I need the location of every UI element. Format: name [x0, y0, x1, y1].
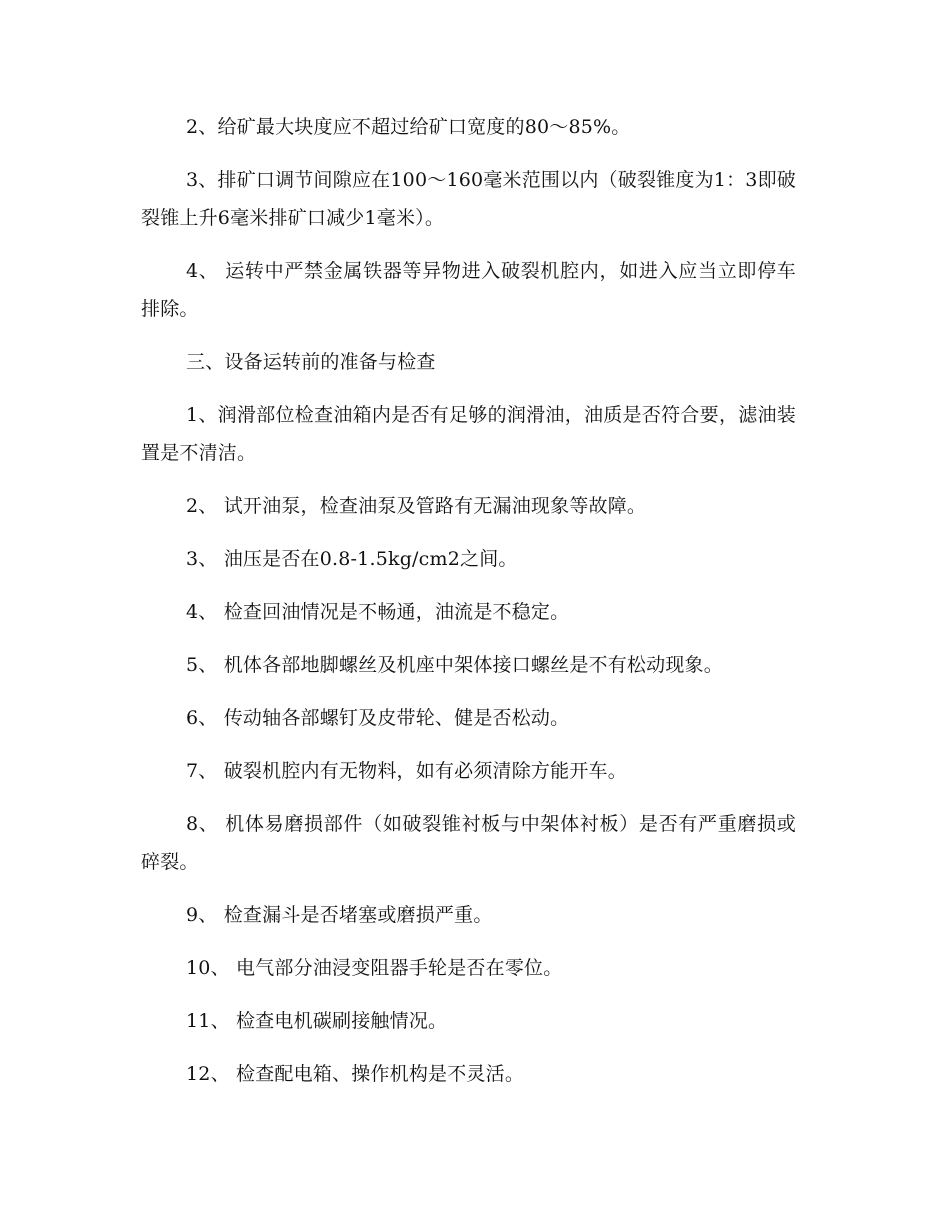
- paragraph-crusher-cavity: 7、 破裂机腔内有无物料，如有必须清除方能开车。: [186, 760, 627, 782]
- paragraph-gap: [141, 934, 796, 949]
- paragraph-gap: [141, 472, 796, 487]
- paragraph-gap: [141, 578, 796, 593]
- paragraph-distribution-box: 12、 检查配电箱、操作机构是不灵活。: [186, 1063, 525, 1085]
- paragraph-oil-pressure: 3、 油压是否在0.8-1.5kg/cm2之间。: [186, 548, 518, 570]
- document-body: [141, 108, 796, 1093]
- paragraph-gap: [141, 684, 796, 699]
- paragraph-gap: [141, 525, 796, 540]
- paragraph-feed-size: 2、给矿最大块度应不超过给矿口宽度的80～85%。: [186, 116, 631, 138]
- paragraph-foreign-objects: 4、 运转中严禁金属铁器等异物进入破裂机腔内，如进入应当立即停车排除。: [141, 260, 796, 320]
- paragraph-gap: [141, 1040, 796, 1055]
- paragraph-oil-pump-check: 2、 试开油泵，检查油泵及管路有无漏油现象等故障。: [186, 495, 647, 517]
- paragraph-gap: [141, 790, 796, 805]
- paragraph-gap: [141, 987, 796, 1002]
- paragraph-discharge-gap: 3、排矿口调节间隙应在100～160毫米范围以内（破裂锥度为1：3即破裂锥上升6毫米排矿口减少1毫米）。: [141, 169, 796, 229]
- paragraph-return-oil: 4、 检查回油情况是不畅通，油流是不稳定。: [186, 601, 570, 623]
- paragraph-gap: [141, 631, 796, 646]
- paragraph-gap: [141, 237, 796, 252]
- paragraph-gap: [141, 737, 796, 752]
- paragraph-rheostat-zero: 10、 电气部分油浸变阻器手轮是否在零位。: [186, 957, 563, 979]
- paragraph-drive-shaft: 6、 传动轴各部螺钉及皮带轮、健是否松动。: [186, 707, 570, 729]
- paragraph-gap: [141, 381, 796, 396]
- paragraph-gap: [141, 146, 796, 161]
- paragraph-lubrication-check: 1、润滑部位检查油箱内是否有足够的润滑油，油质是否符合要，滤油装置是不清洁。: [141, 404, 796, 464]
- section-heading-pre-operation-checks: 三、设备运转前的准备与检查: [186, 351, 436, 373]
- paragraph-foundation-bolts: 5、 机体各部地脚螺丝及机座中架体接口螺丝是不有松动现象。: [186, 654, 723, 676]
- paragraph-gap: [141, 881, 796, 896]
- paragraph-hopper-check: 9、 检查漏斗是否堵塞或磨损严重。: [186, 904, 493, 926]
- paragraph-motor-brushes: 11、 检查电机碳刷接触情况。: [186, 1010, 448, 1032]
- paragraph-gap: [141, 328, 796, 343]
- paragraph-wear-parts: 8、 机体易磨损部件（如破裂锥衬板与中架体衬板）是否有严重磨损或碎裂。: [141, 813, 796, 873]
